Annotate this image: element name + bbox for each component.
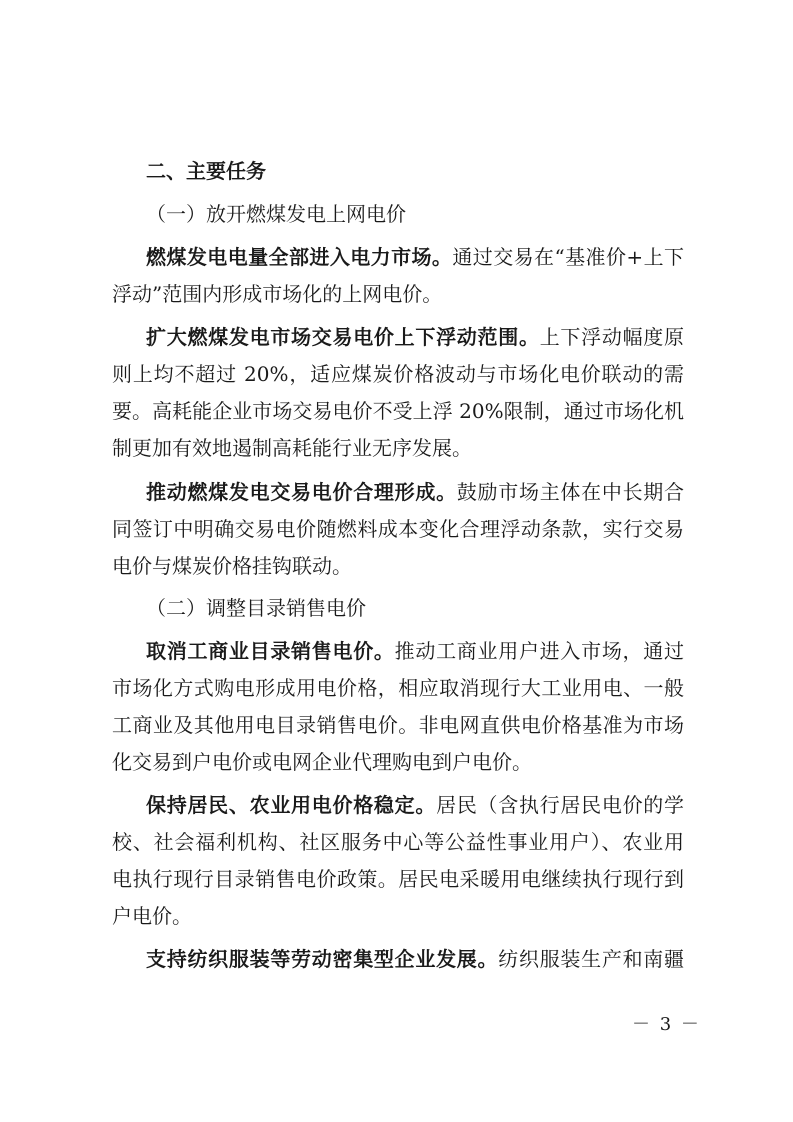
paragraph-2-line-2: 则上均不超过 20%，适应煤炭价格波动与市场化电价联动的需 <box>112 362 684 386</box>
paragraph-3-lead: 推动燃煤发电交易电价合理形成。 <box>146 480 457 504</box>
paragraph-2-line-3: 要。高耗能企业市场交易电价不受上浮 20%限制，通过市场化机 <box>112 399 684 423</box>
paragraph-2-text: 上下浮动幅度原 <box>539 325 684 349</box>
paragraph-3-line-3: 电价与煤炭价格挂钩联动。 <box>112 554 352 578</box>
paragraph-5-line-4: 户电价。 <box>112 904 192 928</box>
paragraph-2-lead: 扩大燃煤发电市场交易电价上下浮动范围。 <box>146 325 540 349</box>
paragraph-5-line-1 <box>146 791 684 819</box>
paragraph-5-text: 居民（含执行居民电价的学 <box>436 793 684 817</box>
paragraph-4-line-2: 市场化方式购电形成用电价格，相应取消现行大工业用电、一般 <box>112 676 684 700</box>
paragraph-4-line-4: 化交易到户电价或电网企业代理购电到户电价。 <box>112 750 532 774</box>
paragraph-1-line-1 <box>146 243 684 271</box>
page-number: － 3 － <box>632 1014 701 1035</box>
paragraph-4-lead: 取消工商业目录销售电价。 <box>146 639 395 663</box>
paragraph-2-line-4: 制更加有效地遏制高耗能行业无序发展。 <box>112 436 472 460</box>
paragraph-4-line-3: 工商业及其他用电目录销售电价。非电网直供电价格基准为市场 <box>112 713 684 737</box>
paragraph-3-text: 鼓励市场主体在中长期合 <box>456 480 684 504</box>
subsection-heading-2: （二）调整目录销售电价 <box>146 596 366 620</box>
section-heading: 二、主要任务 <box>146 159 266 183</box>
paragraph-6-line-1 <box>146 945 684 973</box>
paragraph-5-line-3: 电执行现行目录销售电价政策。居民电采暖用电继续执行现行到 <box>112 867 684 891</box>
paragraph-1-text: 通过交易在“基准价+上下 <box>452 245 684 269</box>
paragraph-3-line-2: 同签订中明确交易电价随燃料成本变化合理浮动条款，实行交易 <box>112 517 684 541</box>
paragraph-2-line-1 <box>146 323 684 351</box>
paragraph-6-lead: 支持纺织服装等劳动密集型企业发展。 <box>146 947 499 971</box>
paragraph-3-line-1 <box>146 478 684 506</box>
paragraph-4-text: 推动工商业用户进入市场，通过 <box>394 639 684 663</box>
paragraph-6-text: 纺织服装生产和南疆 <box>498 947 684 971</box>
paragraph-4-line-1 <box>146 637 684 665</box>
paragraph-1-line-2: 浮动”范围内形成市场化的上网电价。 <box>112 282 443 306</box>
paragraph-5-line-2: 校、社会福利机构、社区服务中心等公益性事业用户）、农业用 <box>112 830 684 854</box>
paragraph-5-lead: 保持居民、农业用电价格稳定。 <box>146 793 437 817</box>
paragraph-1-lead: 燃煤发电电量全部进入电力市场。 <box>146 245 453 269</box>
subsection-heading-1: （一）放开燃煤发电上网电价 <box>146 202 406 226</box>
